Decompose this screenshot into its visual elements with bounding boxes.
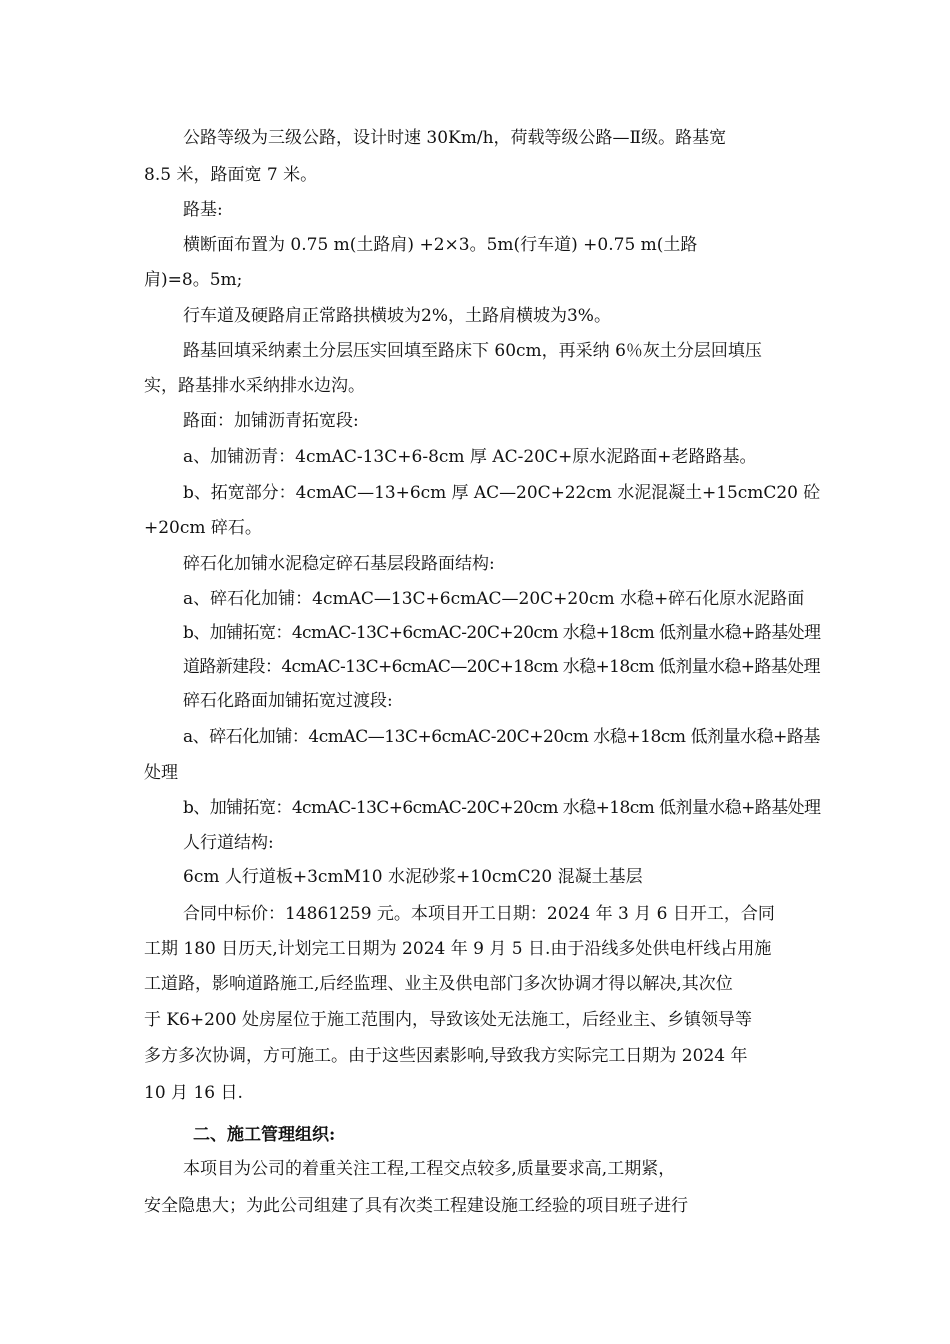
paragraph-line: 道路新建段：4cmAC-13C+6cmAC—20C+18cm 水稳+18cm 低剂量水稳+路基处理 bbox=[183, 657, 820, 677]
paragraph-line: a、碎石化加铺：4cmAC—13C+6cmAC—20C+20cm 水稳+碎石化原水泥路面 bbox=[183, 589, 805, 609]
paragraph-line: b、加铺拓宽：4cmAC-13C+6cmAC-20C+20cm 水稳+18cm 低剂量水稳+路基处理 bbox=[183, 623, 821, 643]
paragraph-line: 合同中标价：14861259 元。本项目开工日期：2024 年 3 月 6 日开工，合同 bbox=[183, 904, 775, 924]
paragraph-line: +20cm 碎石。 bbox=[144, 518, 262, 538]
paragraph-line: 本项目为公司的着重关注工程,工程交点较多,质量要求高,工期紧， bbox=[183, 1159, 676, 1179]
paragraph-line: 工道路，影响道路施工,后经监理、业主及供电部门多次协调才得以解决,其次位 bbox=[144, 974, 733, 994]
paragraph-line: 10 月 16 日. bbox=[144, 1083, 243, 1103]
section-label: 路基: bbox=[183, 200, 223, 220]
paragraph-line: 处理 bbox=[144, 763, 178, 783]
paragraph-line: 6cm 人行道板+3cmM10 水泥砂浆+10cmC20 混凝土基层 bbox=[183, 867, 643, 887]
paragraph-line: 实，路基排水采纳排水边沟。 bbox=[144, 376, 365, 396]
section-label: 路面：加铺沥青拓宽段: bbox=[183, 411, 359, 431]
section-label: 人行道结构: bbox=[183, 833, 274, 853]
paragraph-line: 8.5 米，路面宽 7 米。 bbox=[144, 165, 318, 185]
section-label: 碎石化路面加铺拓宽过渡段: bbox=[183, 691, 393, 711]
paragraph-line: b、加铺拓宽：4cmAC-13C+6cmAC-20C+20cm 水稳+18cm 低剂量水稳+路基处理 bbox=[183, 798, 821, 818]
paragraph-line: 多方多次协调，方可施工。由于这些因素影响,导致我方实际完工日期为 2024 年 bbox=[144, 1046, 748, 1066]
paragraph-line: 于 K6+200 处房屋位于施工范围内，导致该处无法施工，后经业主、乡镇领导等 bbox=[144, 1010, 753, 1030]
paragraph-line: 肩)=8。5m; bbox=[144, 270, 243, 290]
paragraph-line: 横断面布置为 0.75 m(土路肩) +2×3。5m(行车道) +0.75 m(土路 bbox=[183, 235, 698, 255]
paragraph-line: 安全隐患大；为此公司组建了具有次类工程建设施工经验的项目班子进行 bbox=[144, 1196, 688, 1216]
paragraph-line: a、加铺沥青：4cmAC-13C+6-8cm 厚 AC-20C+原水泥路面+老路路基。 bbox=[183, 447, 757, 467]
section-heading: 二、施工管理组织: bbox=[193, 1125, 336, 1145]
paragraph-line: 工期 180 日历天,计划完工日期为 2024 年 9 月 5 日.由于沿线多处供电杆线占用施 bbox=[144, 939, 772, 959]
paragraph-line: 行车道及硬路肩正常路拱横坡为2%，土路肩横坡为3%。 bbox=[183, 306, 611, 326]
paragraph-line: a、碎石化加铺：4cmAC—13C+6cmAC-20C+20cm 水稳+18cm 低剂量水稳+路基 bbox=[183, 727, 820, 747]
paragraph-line: 公路等级为三级公路，设计时速 30Km/h，荷载等级公路—Ⅱ级。路基宽 bbox=[183, 128, 727, 148]
paragraph-line: 路基回填采纳素土分层压实回填至路床下 60cm，再采纳 6％灰土分层回填压 bbox=[183, 341, 762, 361]
paragraph-line: b、拓宽部分：4cmAC—13+6cm 厚 AC—20C+22cm 水泥混凝土+15cmC20 砼 bbox=[183, 483, 821, 503]
section-label: 碎石化加铺水泥稳定碎石基层段路面结构: bbox=[183, 554, 495, 574]
